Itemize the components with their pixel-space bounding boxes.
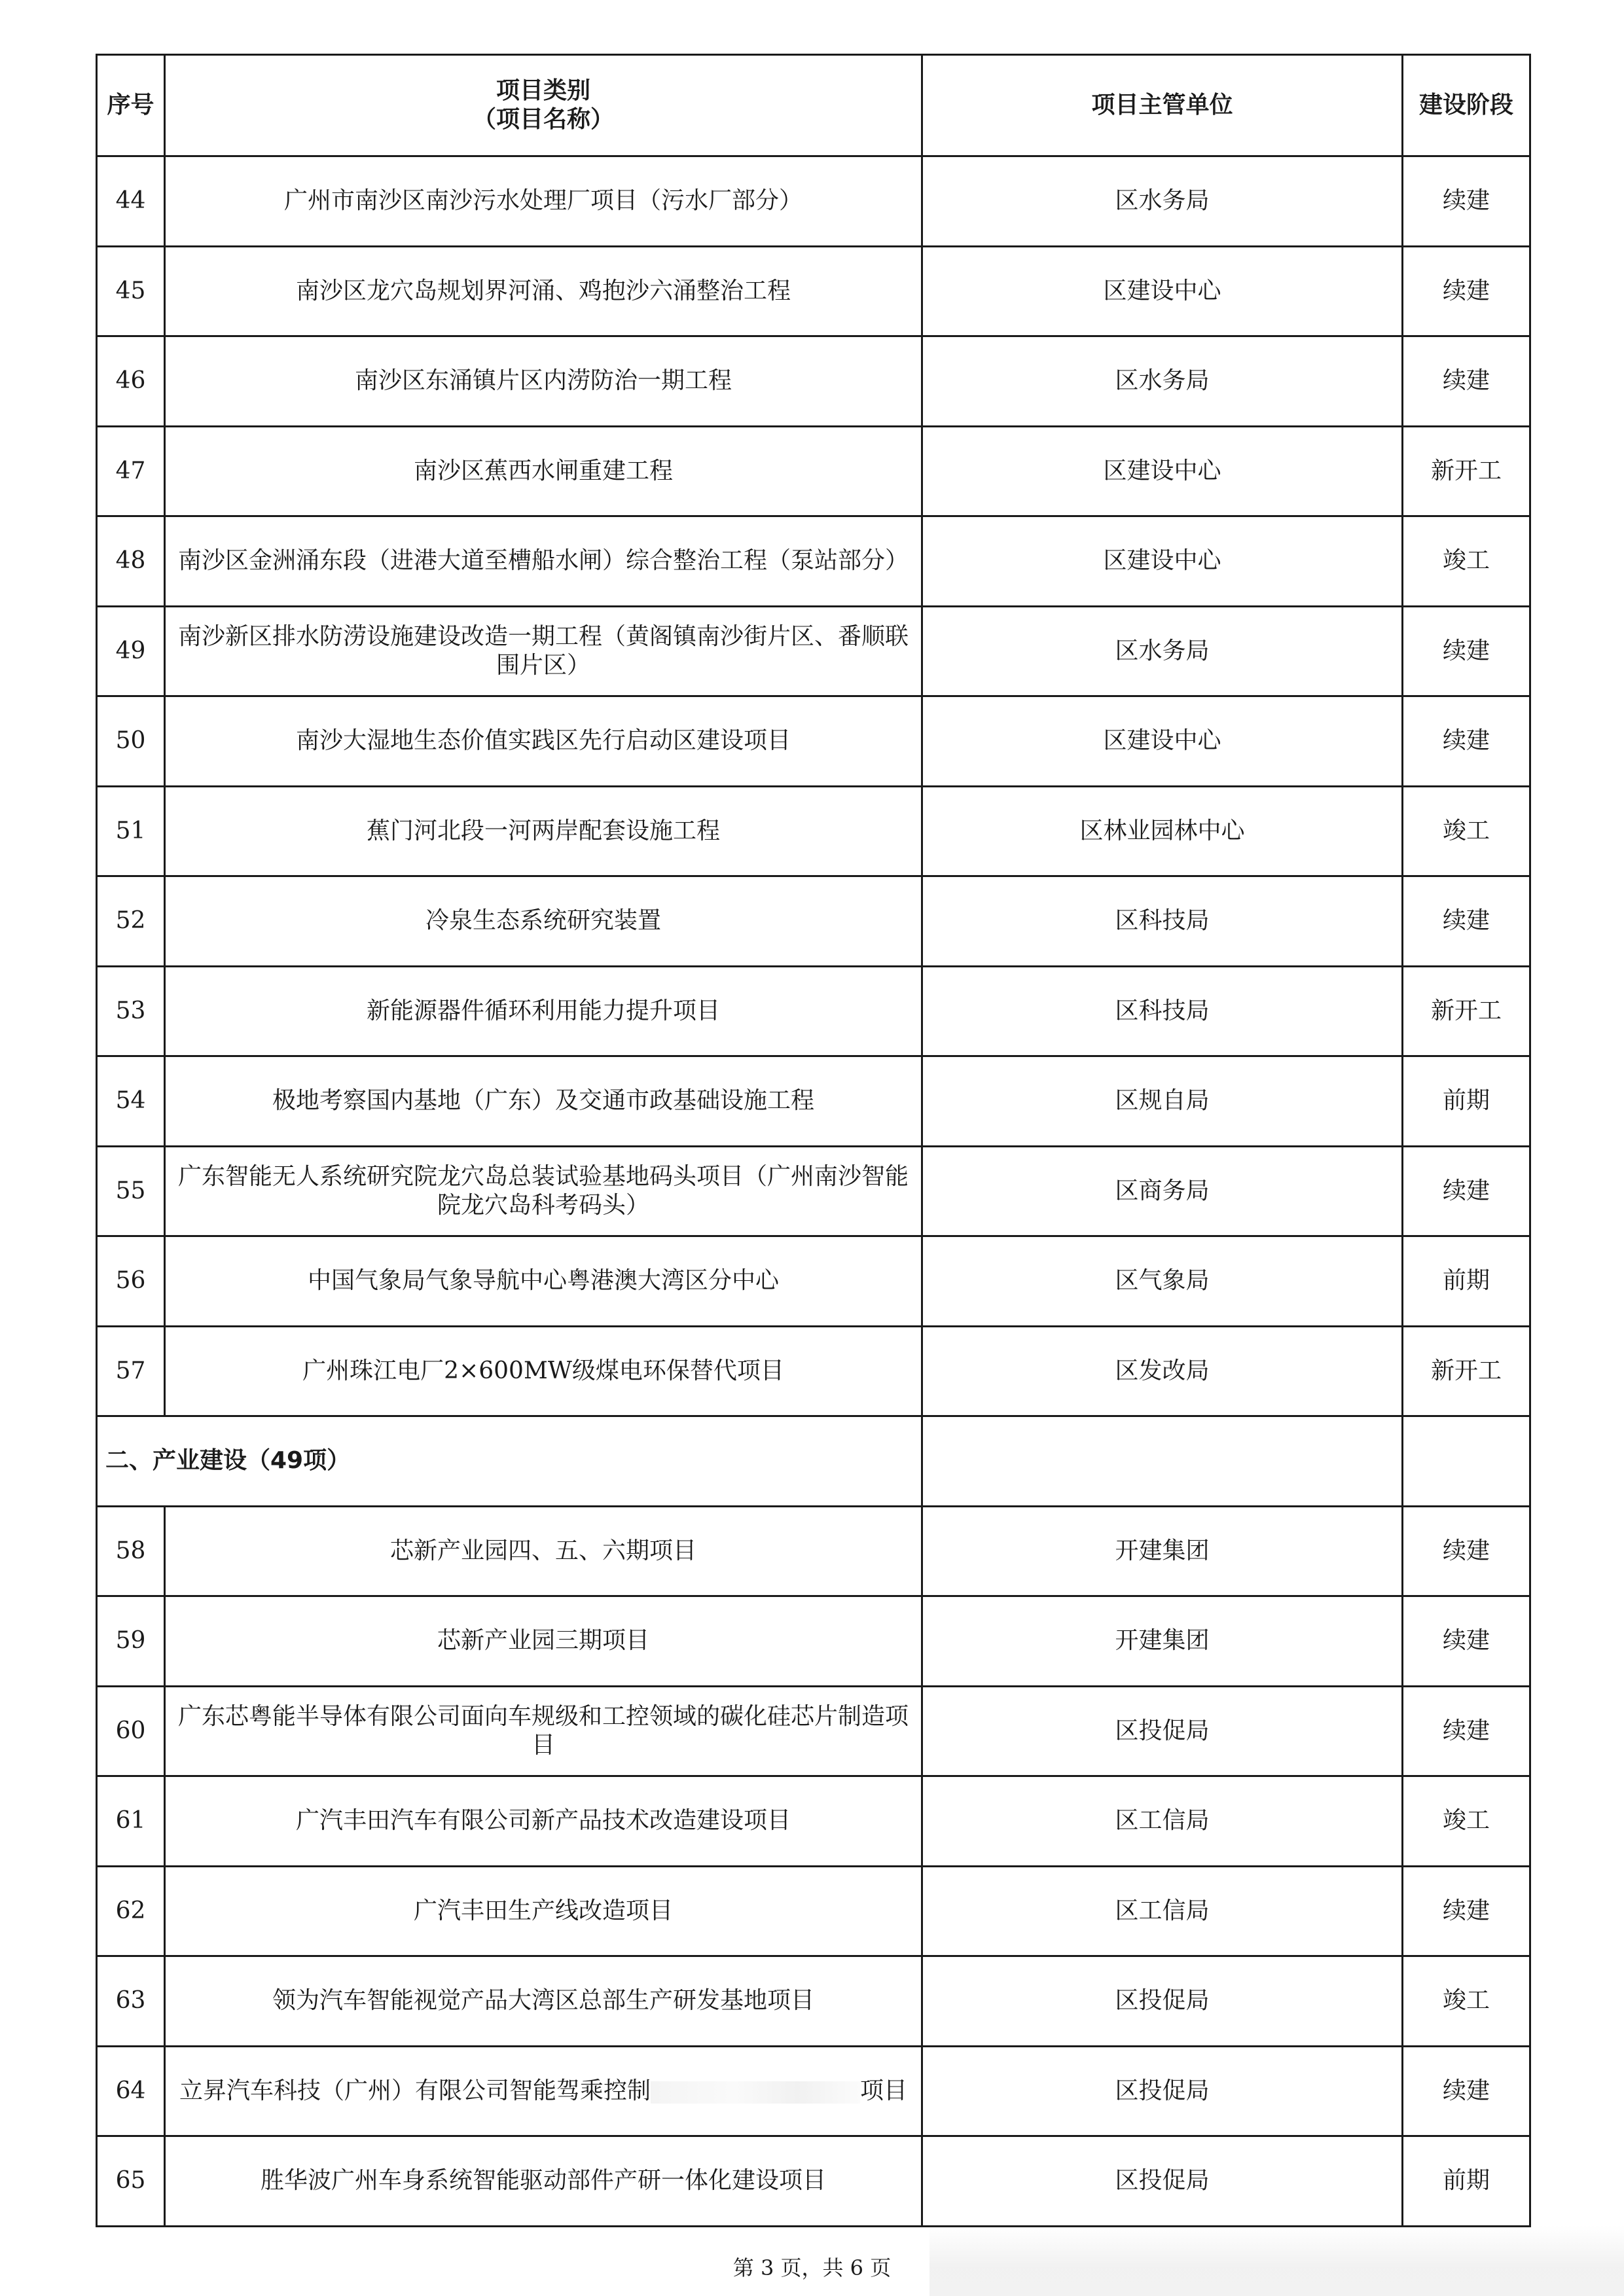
row-stage: 竣工: [1403, 516, 1530, 607]
row-seq: 57: [97, 1326, 165, 1416]
row-unit: 区水务局: [922, 156, 1403, 247]
row-project-name: 广东智能无人系统研究院龙穴岛总装试验基地码头项目（广州南沙智能院龙穴岛科考码头）: [165, 1146, 922, 1236]
row-seq: 51: [97, 786, 165, 876]
row-unit: 区工信局: [922, 1866, 1403, 1956]
row-stage: 竣工: [1403, 1956, 1530, 2047]
row-unit: 区规自局: [922, 1056, 1403, 1147]
row-project-name: 广州珠江电厂2×600MW级煤电环保替代项目: [165, 1326, 922, 1416]
row-stage: 竣工: [1403, 1776, 1530, 1867]
table-row: [97, 1596, 1530, 1687]
row-stage: 续建: [1403, 1596, 1530, 1687]
row-unit: 开建集团: [922, 1596, 1403, 1687]
row-stage: 续建: [1403, 696, 1530, 787]
row-unit: 区投促局: [922, 1956, 1403, 2047]
row-seq: 48: [97, 516, 165, 607]
row-seq: 64: [97, 2046, 165, 2136]
row-project-name: 冷泉生态系统研究装置: [165, 876, 922, 967]
table-row: [97, 786, 1530, 876]
row-project-name: 南沙区东涌镇片区内涝防治一期工程: [165, 336, 922, 427]
row-unit: 区工信局: [922, 1776, 1403, 1867]
row-stage: 前期: [1403, 1236, 1530, 1327]
row-project-name: 蕉门河北段一河两岸配套设施工程: [165, 786, 922, 876]
section-empty-stage: [1403, 1416, 1530, 1507]
table-row: [97, 1506, 1530, 1596]
row-stage: 续建: [1403, 1506, 1530, 1596]
row-seq: 59: [97, 1596, 165, 1687]
table-row: [97, 606, 1530, 696]
redaction-mark: [651, 2081, 860, 2104]
row-seq: 63: [97, 1956, 165, 2047]
table-row: [97, 1146, 1530, 1236]
section-empty-unit: [922, 1416, 1403, 1507]
header-unit: 项目主管单位: [922, 55, 1403, 156]
row-unit: 区气象局: [922, 1236, 1403, 1327]
row-seq: 50: [97, 696, 165, 787]
row-project-name: 广州市南沙区南沙污水处理厂项目（污水厂部分）: [165, 156, 922, 247]
row-unit: 区科技局: [922, 966, 1403, 1056]
table-row: [97, 246, 1530, 336]
table-row: [97, 1866, 1530, 1956]
row-seq: 55: [97, 1146, 165, 1236]
row-seq: 44: [97, 156, 165, 247]
row-project-name-part-1: 立昇汽车科技（广州）有限公司智能驾乘控制: [179, 2077, 651, 2104]
row-project-name: 领为汽车智能视觉产品大湾区总部生产研发基地项目: [165, 1956, 922, 2047]
row-unit: 区商务局: [922, 1146, 1403, 1236]
header-stage: 建设阶段: [1403, 55, 1530, 156]
row-stage: 续建: [1403, 1146, 1530, 1236]
project-table: [96, 54, 1531, 2227]
table-row: [97, 2136, 1530, 2227]
row-project-name: 新能源器件循环利用能力提升项目: [165, 966, 922, 1056]
row-project-name: 南沙大湿地生态价值实践区先行启动区建设项目: [165, 696, 922, 787]
row-unit: 区建设中心: [922, 516, 1403, 607]
header-category-label: 项目类别: [496, 77, 590, 104]
section-title: 二、产业建设（49项）: [97, 1416, 922, 1507]
table-row: [97, 516, 1530, 607]
row-seq: 60: [97, 1686, 165, 1776]
row-project-name: 南沙新区排水防涝设施建设改造一期工程（黄阁镇南沙街片区、番顺联围片区）: [165, 606, 922, 696]
row-seq: 56: [97, 1236, 165, 1327]
row-unit: 区投促局: [922, 2136, 1403, 2227]
row-unit: 区水务局: [922, 606, 1403, 696]
row-seq: 49: [97, 606, 165, 696]
header-seq: 序号: [97, 55, 165, 156]
row-seq: 47: [97, 426, 165, 516]
table-header-row: [97, 55, 1530, 156]
row-seq: 46: [97, 336, 165, 427]
row-unit: 开建集团: [922, 1506, 1403, 1596]
row-stage: 新开工: [1403, 426, 1530, 516]
table-row: [97, 1776, 1530, 1867]
row-unit: 区建设中心: [922, 426, 1403, 516]
row-unit: 区投促局: [922, 1686, 1403, 1776]
row-unit: 区投促局: [922, 2046, 1403, 2136]
header-category: [165, 55, 922, 156]
row-unit: 区林业园林中心: [922, 786, 1403, 876]
row-project-name: 中国气象局气象导航中心粤港澳大湾区分中心: [165, 1236, 922, 1327]
table-row: [97, 336, 1530, 427]
row-seq: 61: [97, 1776, 165, 1867]
table-row: [97, 876, 1530, 967]
row-project-name: 芯新产业园三期项目: [165, 1596, 922, 1687]
row-stage: 续建: [1403, 606, 1530, 696]
row-seq: 53: [97, 966, 165, 1056]
row-project-name: 极地考察国内基地（广东）及交通市政基础设施工程: [165, 1056, 922, 1147]
row-stage: 新开工: [1403, 966, 1530, 1056]
table-row: [97, 1956, 1530, 2047]
page-footer: [0, 2251, 1624, 2282]
row-stage: 续建: [1403, 156, 1530, 247]
row-stage: 续建: [1403, 1866, 1530, 1956]
row-stage: 前期: [1403, 2136, 1530, 2227]
row-stage: 续建: [1403, 876, 1530, 967]
table-row: [97, 1236, 1530, 1327]
row-seq: 45: [97, 246, 165, 336]
row-seq: 52: [97, 876, 165, 967]
row-project-name-part-2: 项目: [860, 2077, 908, 2104]
row-seq: 62: [97, 1866, 165, 1956]
table-row: [97, 966, 1530, 1056]
row-stage: 新开工: [1403, 1326, 1530, 1416]
row-unit: 区建设中心: [922, 696, 1403, 787]
row-seq: 54: [97, 1056, 165, 1147]
section-row: [97, 1416, 1530, 1507]
row-unit: 区发改局: [922, 1326, 1403, 1416]
row-project-name: 广东芯粤能半导体有限公司面向车规级和工控领域的碳化硅芯片制造项目: [165, 1686, 922, 1776]
row-seq: 65: [97, 2136, 165, 2227]
table-row: [97, 1056, 1530, 1147]
table-row: [97, 696, 1530, 787]
table-row: [97, 156, 1530, 247]
row-unit: 区建设中心: [922, 246, 1403, 336]
page-number-text: 第 3 页，共 6 页: [732, 2255, 892, 2280]
row-project-name: 南沙区金洲涌东段（进港大道至槽船水闸）综合整治工程（泵站部分）: [165, 516, 922, 607]
row-stage: 竣工: [1403, 786, 1530, 876]
row-project-name: 广汽丰田生产线改造项目: [165, 1866, 922, 1956]
row-stage: 续建: [1403, 246, 1530, 336]
row-unit: 区水务局: [922, 336, 1403, 427]
row-stage: 续建: [1403, 336, 1530, 427]
row-stage: 续建: [1403, 2046, 1530, 2136]
row-project-name: [165, 2046, 922, 2136]
row-stage: 续建: [1403, 1686, 1530, 1776]
table-row: [97, 426, 1530, 516]
row-project-name: 南沙区龙穴岛规划界河涌、鸡抱沙六涌整治工程: [165, 246, 922, 336]
table-row: [97, 2046, 1530, 2136]
table-row: [97, 1326, 1530, 1416]
row-seq: 58: [97, 1506, 165, 1596]
row-unit: 区科技局: [922, 876, 1403, 967]
row-stage: 前期: [1403, 1056, 1530, 1147]
row-project-name: 芯新产业园四、五、六期项目: [165, 1506, 922, 1596]
header-name-label: （项目名称）: [472, 106, 614, 133]
row-project-name: 南沙区蕉西水闸重建工程: [165, 426, 922, 516]
row-project-name: 广汽丰田汽车有限公司新产品技术改造建设项目: [165, 1776, 922, 1867]
row-project-name: 胜华波广州车身系统智能驱动部件产研一体化建设项目: [165, 2136, 922, 2227]
table-row: [97, 1686, 1530, 1776]
